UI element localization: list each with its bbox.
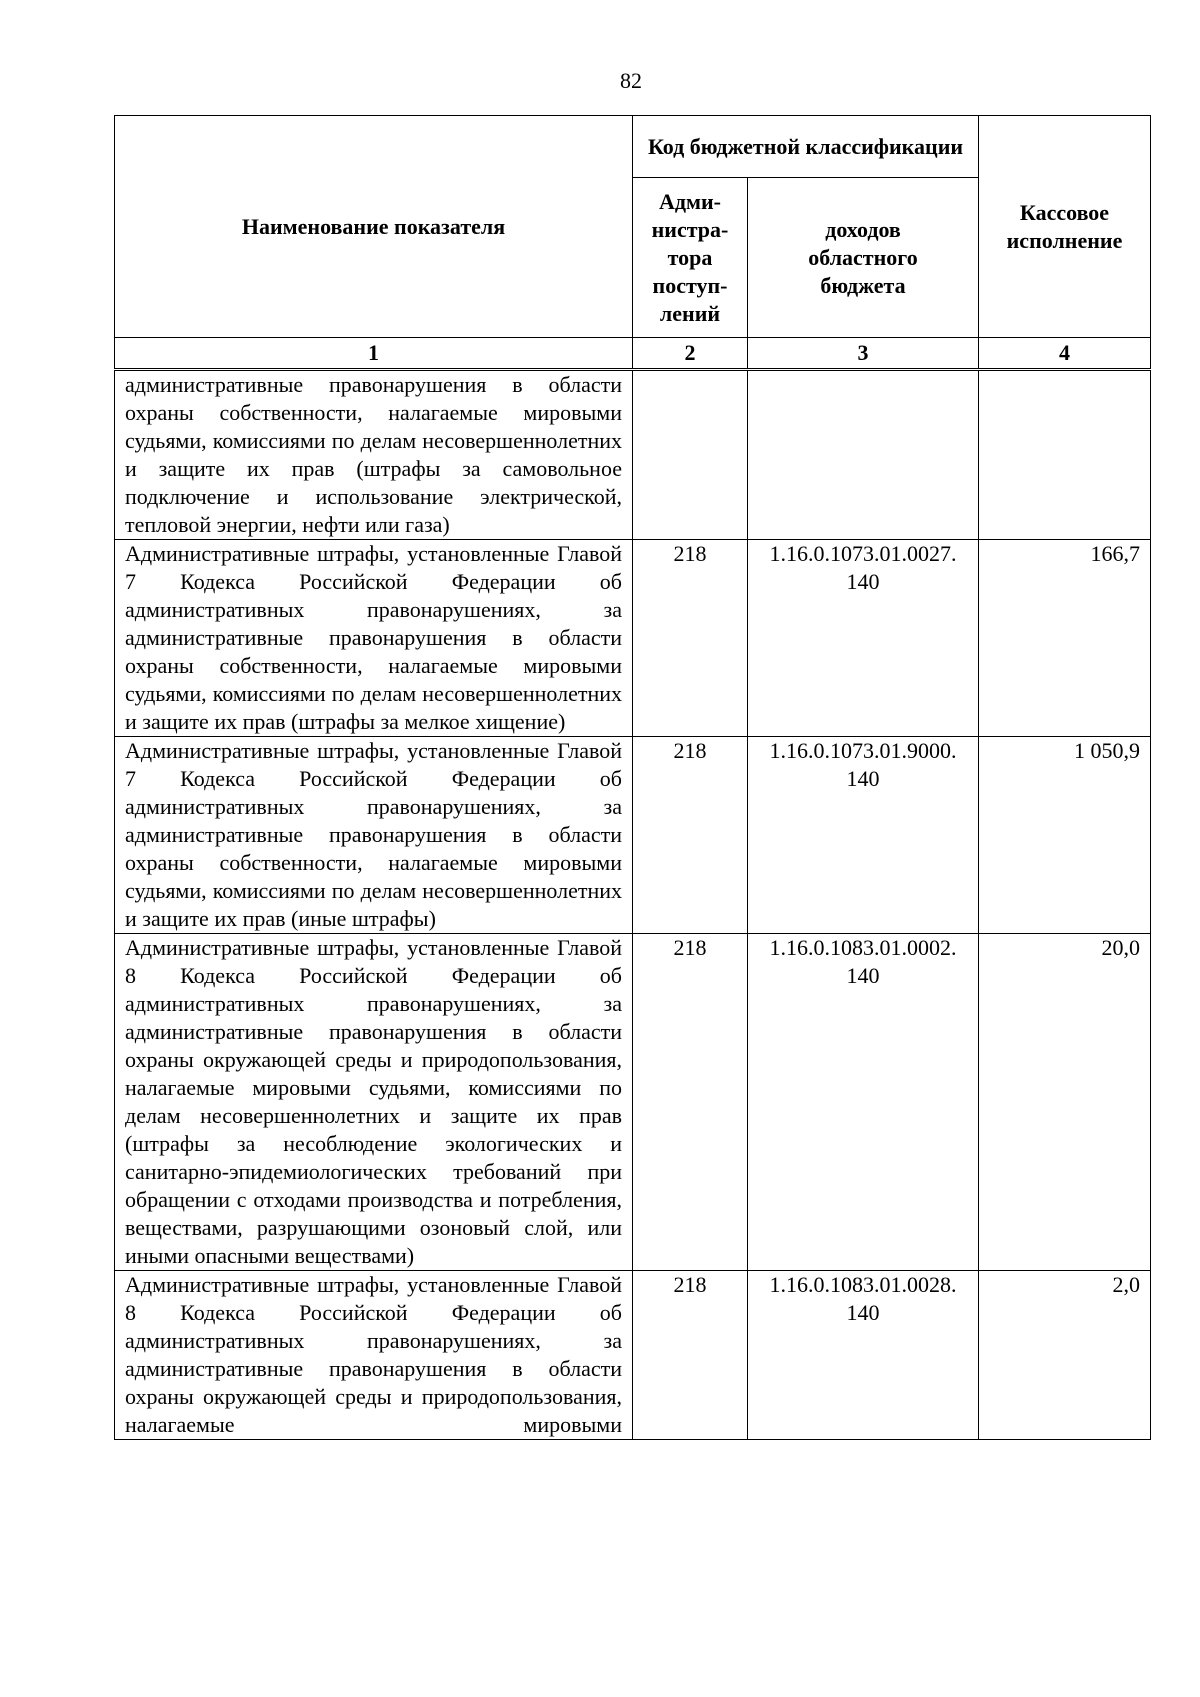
header-administrator: Адми-нистра-тора поступ-лений — [633, 178, 748, 338]
income-code: 1.16.0.1083.01.0002. 140 — [748, 934, 979, 1271]
column-number: 3 — [748, 338, 979, 370]
administrator-code: 218 — [633, 934, 748, 1271]
table-row — [115, 370, 1151, 540]
cash-execution: 1 050,9 — [979, 737, 1151, 934]
table-row — [115, 1271, 1151, 1440]
administrator-code: 218 — [633, 1271, 748, 1440]
indicator-name: Административные штрафы, установленные Главой 8 Кодекса Российской Федерации об административных правонарушениях, за административные правонарушения в области охраны окружающей среды и природопользования, налагаемые мировыми судьями, комиссиями по делам несовершеннолетних и защите их прав (штрафы за несоблюдение экологических и санитарно-эпидемиологических требований при обращении с отходами производства и потребления, веществами, разрушающими озоновый слой, или иными опасными веществами) — [115, 934, 633, 1271]
administrator-code: 218 — [633, 737, 748, 934]
cash-execution: 2,0 — [979, 1271, 1151, 1440]
column-number: 2 — [633, 338, 748, 370]
cash-execution: 20,0 — [979, 934, 1151, 1271]
indicator-name: Административные штрафы, установленные Главой 7 Кодекса Российской Федерации об административных правонарушениях, за административные правонарушения в области охраны собственности, налагаемые мировыми судьями, комиссиями по делам несовершеннолетних и защите их прав (иные штрафы) — [115, 737, 633, 934]
cash-execution — [979, 370, 1151, 540]
income-code: 1.16.0.1083.01.0028. 140 — [748, 1271, 979, 1440]
administrator-code: 218 — [633, 540, 748, 737]
income-code — [748, 370, 979, 540]
header-budget-code: Код бюджетной классификации — [633, 116, 979, 178]
page-number: 82 — [620, 68, 642, 93]
header-cash-execution: Кассовое исполнение — [979, 116, 1151, 338]
income-code: 1.16.0.1073.01.9000. 140 — [748, 737, 979, 934]
indicator-name: Административные штрафы, установленные Главой 8 Кодекса Российской Федерации об административных правонарушениях, за административные правонарушения в области охраны окружающей среды и природопользования, налагаемые мировыми — [115, 1271, 633, 1440]
indicator-name: Административные штрафы, установленные Главой 7 Кодекса Российской Федерации об административных правонарушениях, за административные правонарушения в области охраны собственности, налагаемые мировыми судьями, комиссиями по делам несовершеннолетних и защите их прав (штрафы за мелкое хищение) — [115, 540, 633, 737]
income-code: 1.16.0.1073.01.0027. 140 — [748, 540, 979, 737]
revenue-table — [114, 115, 1151, 1440]
table-row — [115, 540, 1151, 737]
column-number: 1 — [115, 338, 633, 370]
table-row — [115, 934, 1151, 1271]
administrator-code — [633, 370, 748, 540]
header-income-code: доходов областного бюджета — [748, 178, 979, 338]
indicator-name: административные правонарушения в области охраны собственности, налагаемые мировыми судьями, комиссиями по делам несовершеннолетних и защите их прав (штрафы за самовольное подключение и использование электрической, тепловой энергии, нефти или газа) — [115, 370, 633, 540]
table-row — [115, 737, 1151, 934]
cash-execution: 166,7 — [979, 540, 1151, 737]
header-indicator-name: Наименование показателя — [115, 116, 633, 338]
column-number: 4 — [979, 338, 1151, 370]
